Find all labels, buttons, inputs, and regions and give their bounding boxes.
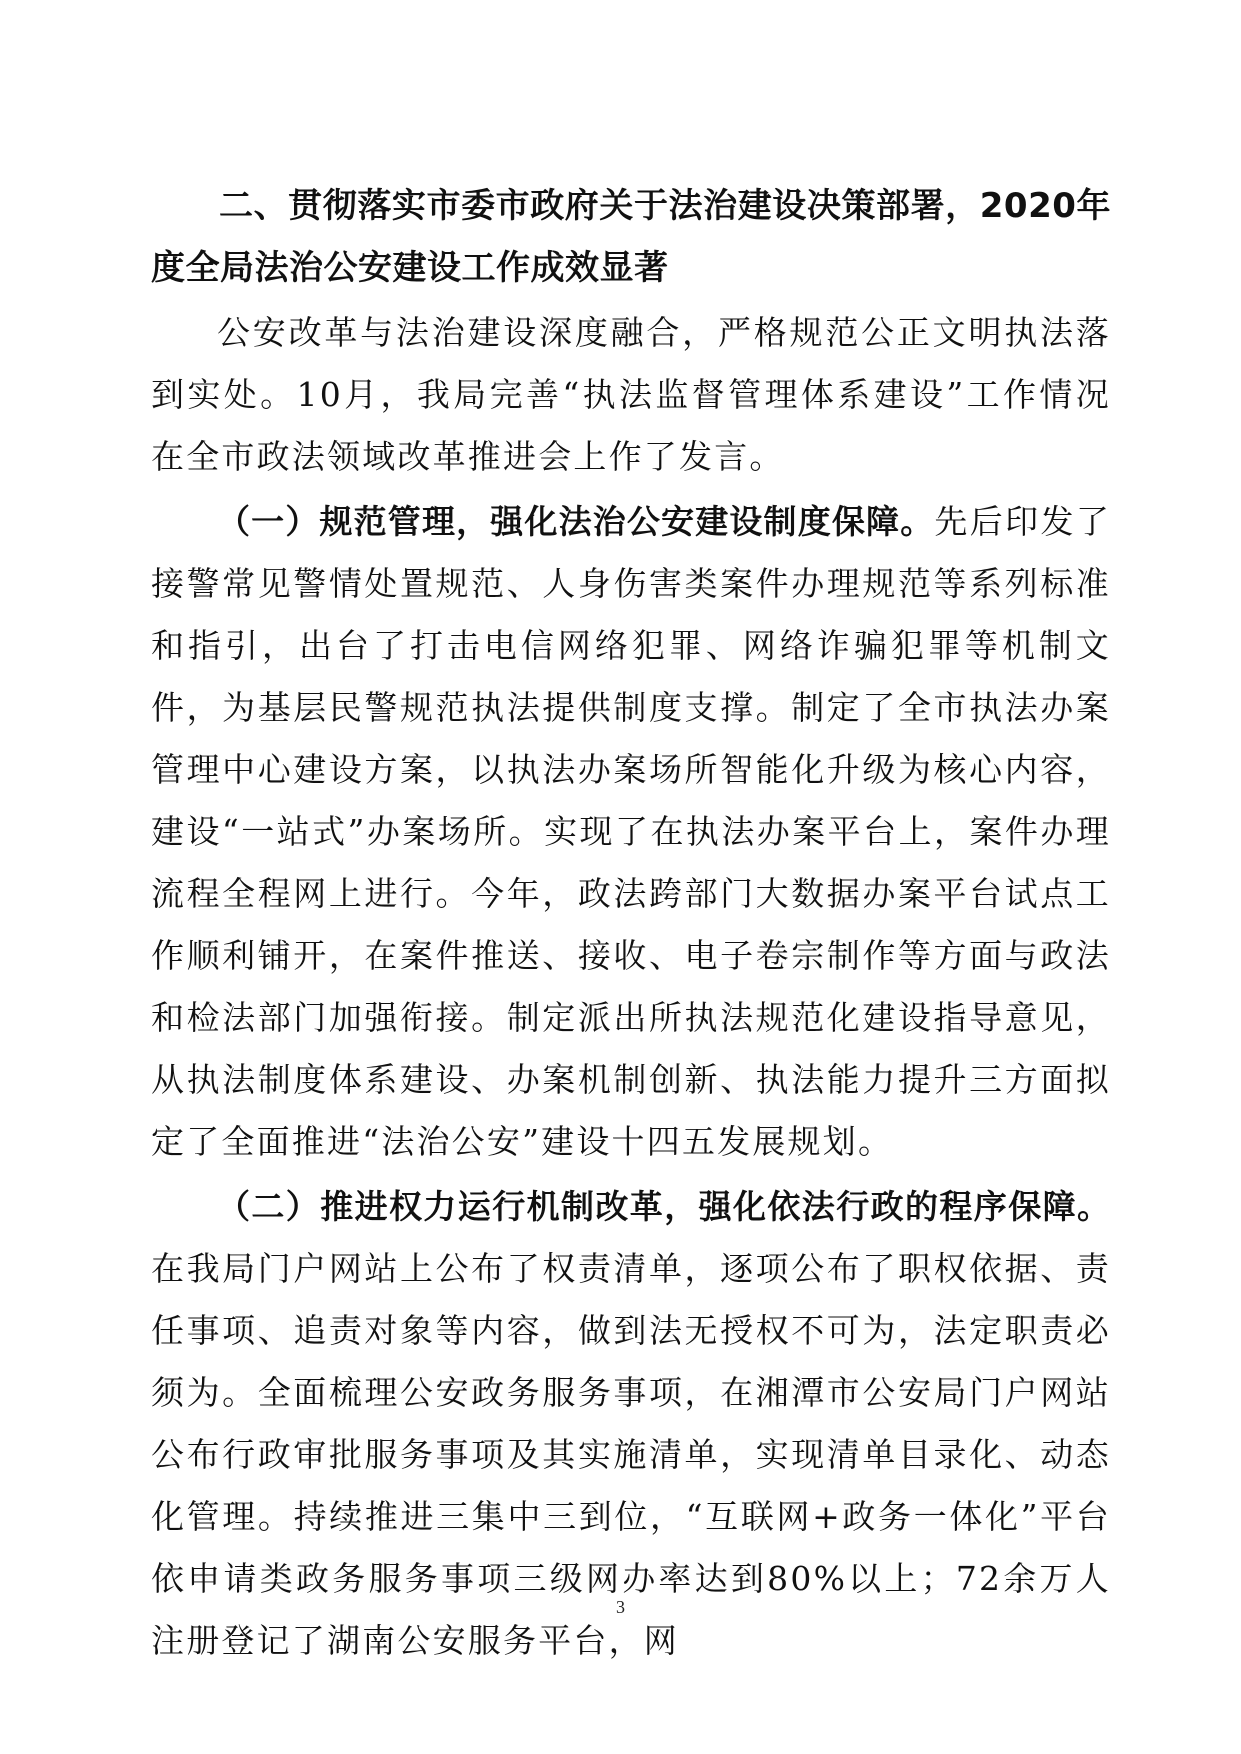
paragraph-text: 在我局门户网站上公布了权责清单，逐项公布了职权依据、责任事项、追责对象等内容，做到法无授权不可为，法定职责必须为。全面梳理公安政务服务事项，在湘潭市公安局门户网站公布行政审批服务事项及其实施清单，实现清单目录化、动态化管理。持续推进三集中三到位，“互联网+政务一体化”平台依申请类政务服务事项三级网办率达到80%以上；72余万人注册登记了湖南公安服务平台，网 [151, 1249, 1111, 1660]
paragraph-lead: （一）规范管理，强化法治公安建设制度保障。 [217, 502, 935, 541]
paragraph-intro [151, 302, 1111, 488]
paragraph-lead: （二）推进权力运行机制改革，强化依法行政的程序保障。 [217, 1187, 1111, 1226]
section-heading: 二、贯彻落实市委市政府关于法治建设决策部署，2020年度全局法治公安建设工作成效显著 [151, 186, 1111, 288]
paragraph-text: 先后印发了接警常见警情处置规范、人身伤害类案件办理规范等系列标准和指引，出台了打击电信网络犯罪、网络诈骗犯罪等机制文件，为基层民警规范执法提供制度支撑。制定了全市执法办案管理中心建设方案，以执法办案场所智能化升级为核心内容，建设“一站式”办案场所。实现了在执法办案平台上，案件办理流程全程网上进行。今年，政法跨部门大数据办案平台试点工作顺利铺开，在案件推送、接收、电子卷宗制作等方面与政法和检法部门加强衔接。制定派出所执法规范化建设指导意见，从执法制度体系建设、办案机制创新、执法能力提升三方面拟定了全面推进“法治公安”建设十四五发展规划。 [151, 502, 1112, 1161]
paragraph-text: 公安改革与法治建设深度融合，严格规范公正文明执法落到实处。10月，我局完善“执法监督管理体系建设”工作情况在全市政法领域改革推进会上作了发言。 [151, 313, 1111, 476]
document-body [151, 175, 1111, 1672]
paragraph-standardized-management [151, 491, 1111, 1173]
page-number: 3 [616, 1597, 625, 1617]
